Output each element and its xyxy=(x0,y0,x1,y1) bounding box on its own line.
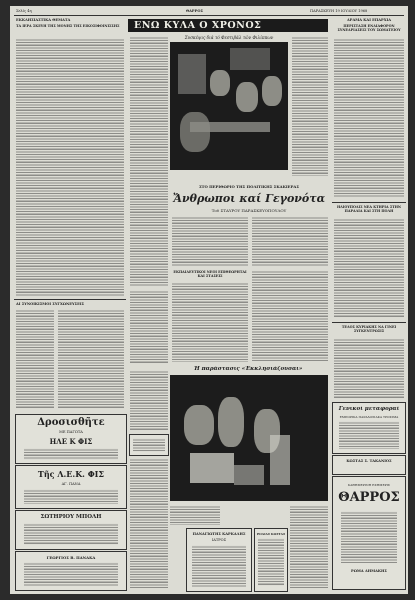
mid-narrow-text-d xyxy=(130,458,168,588)
ad-rodias-title: ΡΟΔΙΑΣ ΚΩΣΤΑΣ xyxy=(256,532,286,536)
ad-kostas-title: ΚΩΣΤΑΣ Σ. ΤΑΚΑΝΙΟΣ xyxy=(346,459,392,463)
ad-tharros-title: ΘΑΡΡΟΣ xyxy=(338,490,400,505)
feature-text-c xyxy=(172,282,248,362)
mid-narrow-text-c xyxy=(130,370,168,430)
ad-kostas xyxy=(332,455,406,475)
right-section-label: ΔΡΑΜΑ ΚΑΙ ΕΠΑΡΧΙΑ xyxy=(346,18,392,22)
feature-byline: Τοῦ ΣΤΑΥΡΟΥ ΠΑΡΑΣΚΕΥΟΠΟΥΛΟΥ xyxy=(211,208,287,213)
photo-two-text xyxy=(170,505,220,525)
ad-shop-two-line: ΑΓ. ΠΑΝΑ xyxy=(61,482,81,486)
ad-drosis-text xyxy=(24,448,118,460)
ad-panagiotis-text xyxy=(192,545,246,587)
ad-drosis xyxy=(15,414,127,464)
ad-tharros-text xyxy=(341,511,397,563)
left-divider xyxy=(14,299,126,300)
ad-drosis-brand: ΗΛΕ Κ ΦΙΣ xyxy=(49,437,93,446)
photo-two-caption: Ἡ παράστασις «Ἐκκλησιάζουσαι» xyxy=(193,366,303,372)
left-second-headline: ΑΙ ΣΥΝΟΙΚΙΣΜΟΙ ΣΥΓΧΩΝΕΥΣΕΙΣ xyxy=(16,302,85,306)
feature-subhead: ΕΚΠΑΙΔΕΥΤΙΚΟΙ ΝΕΟΙ ΕΠΙΘΕΩΡΗΤΑΙ ΚΑΙ ΣΤΑΣΕΙΣ xyxy=(173,270,247,278)
ad-genikoi xyxy=(332,402,406,454)
ad-genikoi-line: ΕΜΠΟΡΙΚΑ ΠΑΡΑΔΟΣΙΑΚΑ ΤΡΟΦΙΜΑ xyxy=(339,415,399,419)
ad-rodias xyxy=(254,528,288,592)
mid-narrow-text xyxy=(130,36,168,286)
bottom-mid-text xyxy=(290,505,328,589)
ad-tharros xyxy=(332,476,406,590)
left-story-text xyxy=(16,38,124,296)
newspaper-page xyxy=(10,6,408,594)
feature-text-d xyxy=(252,270,328,362)
right-headline: ΠΕΡΙΣΤΑΣΗ ΕΝΔΙΑΦΟΡΟΝ ΣΥΝΕΔΡΙΑΣΕΙΣ ΤΟΥ ΣΩΜΑΤΕΙΟΥ xyxy=(337,24,401,32)
ad-drosis-title: Δροσισθῆτε xyxy=(37,417,105,428)
paper-name: ΘΑΡΡΟΣ xyxy=(186,9,203,13)
ad-shop-two-title: Τῆς Λ.Ε.Κ. ΦΙΣ xyxy=(37,469,105,479)
mid-narrow-text-b xyxy=(130,290,168,364)
ad-tharros-footer: ΡΩΜΑ ΔΗΜΑΚΗΣ xyxy=(351,569,387,573)
ad-rodias-text xyxy=(258,538,284,586)
ad-tharros-line: ΚΑΘΗΜΕΡΙΝΗ ΕΦΗΜΕΡΙΣ xyxy=(348,483,390,487)
ad-shop-three xyxy=(15,510,127,550)
ad-shop-four-text xyxy=(24,562,118,586)
ad-genikoi-title: Γενικοί μεταφοραί xyxy=(338,406,400,412)
right-story-two-text xyxy=(334,218,404,318)
ad-shop-two xyxy=(15,465,127,509)
feature-kicker: ΣΤΟ ΠΕΡΙΘΩΡΙΟ ΤΗΣ ΠΟΛΙΤΙΚΗΣ ΣΚΑΚΙΕΡΑΣ xyxy=(198,184,300,189)
ad-shop-three-text xyxy=(24,523,118,545)
banner-title: ΕΝΩ ΚΥΛΑ Ο ΧΡΟΝΟΣ xyxy=(134,20,262,31)
right-divider-1 xyxy=(332,202,406,203)
photo-meeting xyxy=(170,42,288,170)
feature-text-a xyxy=(172,216,248,266)
ad-panagiotis-title: ΠΑΝΑΓΙΩΤΗΣ ΚΑΡΚΑΛΗΣ xyxy=(192,532,246,536)
photo-one-caption: Συσκέψις διά τό Φεστιβάλ τῶν Φιλίππων xyxy=(184,35,274,40)
ad-shop-four-title: ΓΕΩΡΓΙΟΣ Β. ΠΑΝΑΚΑ xyxy=(46,555,96,560)
ad-shop-four xyxy=(15,551,127,591)
issue-date: ΠΑΡΑΣΚΕΥΗ 19 ΙΟΥΛΙΟΥ 1968 xyxy=(310,9,368,13)
right-divider-2 xyxy=(332,322,406,323)
feature-text-b xyxy=(252,216,328,266)
left-second-text-b xyxy=(58,309,124,409)
left-second-text-a xyxy=(16,309,54,409)
ad-shop-two-text xyxy=(24,489,118,504)
ad-drosis-line: ΜΕ ΠΑΓΩΤΑ xyxy=(59,430,83,434)
ad-shop-three-title: ΣΩΤΗΡΙΟΥ ΜΠΟΛΗ xyxy=(40,514,102,520)
right-story-three-headline: ΤΕΛΟΣ ΚΥΡΙΑΚΗΣ ΝΑ ΓΙΝΕΙ ΣΥΓΚΕΝΤΡΩΣΙΣ xyxy=(341,325,397,333)
right-story-two-headline: ΗΛΙΟΥΠΟΛΙΣ ΝΕΑ ΚΤΗΡΙΑ ΣΤΗΝ ΠΑΡΑΛΙΑ ΚΑΙ ΣΤΗ ΠΟΛΗ xyxy=(336,205,402,213)
ad-panagiotis-line: ΙΑΤΡΟΣ xyxy=(211,538,227,542)
feature-title: Ἄνθρωποι καί Γεγονότα xyxy=(172,192,326,205)
photo-performance xyxy=(170,375,328,501)
ad-genikoi-text xyxy=(339,421,399,449)
mid-small-ad xyxy=(129,434,169,456)
left-story-headline: ΤΑ ΙΕΡΑ ΣΚΕΥΗ ΤΗΣ ΜΟΝΗΣ ΤΗΣ ΕΙΚΟΣΙΦΟΙΝΙΣΣΗΣ xyxy=(16,24,120,28)
mid-right-narrow-text xyxy=(292,36,328,176)
banner-bar xyxy=(128,19,328,32)
right-story-text xyxy=(334,38,404,198)
page-number: Σελίς 4η xyxy=(16,9,32,13)
header-rule xyxy=(14,15,404,16)
right-story-three-text xyxy=(334,338,404,398)
left-column-heading: ΕΚΚΛΗΣΙΑΣΤΙΚΑ ΘΕΜΑΤΑ xyxy=(16,18,71,22)
ad-panagiotis xyxy=(186,528,252,592)
